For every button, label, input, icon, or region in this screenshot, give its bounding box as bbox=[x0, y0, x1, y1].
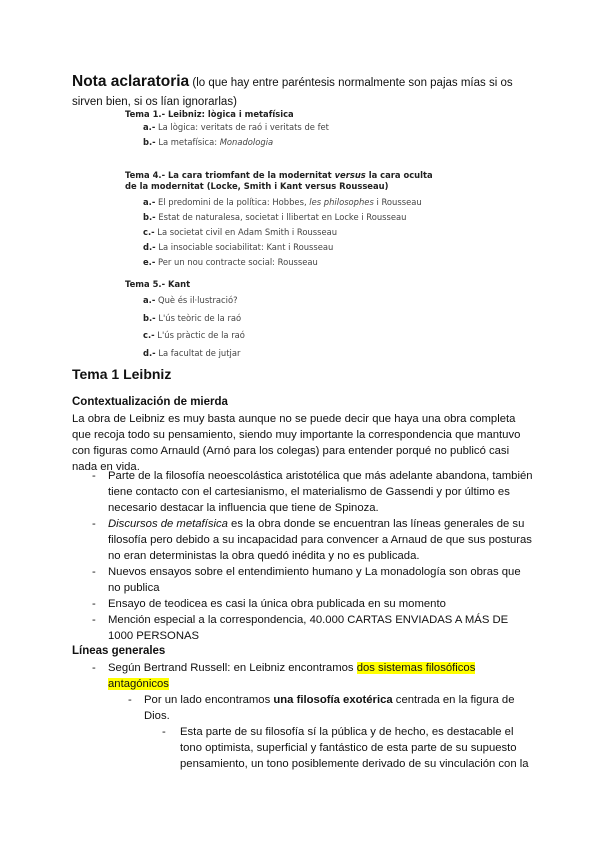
toc-item: c.- La societat civil en Adam Smith i Rousseau bbox=[143, 227, 338, 237]
toc-item: a.- La lògica: veritats de raó i veritats de fet bbox=[143, 122, 329, 132]
toc-item: d.- La facultat de jutjar bbox=[143, 347, 241, 358]
list-item: - Según Bertrand Russell: en Leibniz encontramos dos sistemas filosóficos antagónicos bbox=[92, 662, 476, 690]
list-item: - Parte de la filosofía neoescolástica aristotélica que más adelante abandona, también tiene contacto con el cartesianismo, el materialismo de Gassendi y por último es necesario destacar la influencia que tiene de Spinoza. bbox=[92, 470, 533, 514]
list-item: - Esta parte de su filosofía sí la pública y de hecho, es destacable el tono optimista, superficial y fantástico de esta parte de su supuesto pensamiento, un tono posiblemente derivado de su vinculación con la bbox=[162, 726, 529, 770]
toc-tema4-heading: Tema 4.- La cara triomfant de la modernitat versus la cara oculta bbox=[125, 170, 433, 180]
toc-tema4-heading-line2: de la modernitat (Locke, Smith i Kant versus Rousseau) bbox=[125, 181, 389, 191]
lineas-generales-list bbox=[72, 660, 534, 772]
list-item: - Discursos de metafísica es la obra donde se encuentran las líneas generales de su filosofía pero debido a su incapacidad para convencer a Arnaud de que sus posturas no eran deterministas la obra quedó inédita y no es publicada. bbox=[92, 518, 532, 562]
toc-tema5-heading: Tema 5.- Kant bbox=[125, 279, 191, 289]
toc-item: a.- El predomini de la política: Hobbes, les philosophes i Rousseau bbox=[143, 197, 422, 207]
contextualizacion-heading: Contextualización de mierda bbox=[72, 396, 228, 408]
toc-item: c.- L'ús pràctic de la raó bbox=[143, 330, 245, 340]
contextualizacion-paragraph: La obra de Leibniz es muy basta aunque no se puede decir que haya una obra completa que recoja todo su pensamiento, siendo muy importante la correspondencia que mantuvo con figuras como Arnauld (Arnó para los colegas) para entender porqué no publicó casi nada en vida. bbox=[72, 413, 521, 473]
toc-item: d.- La insociable sociabilitat: Kant i Rousseau bbox=[143, 242, 334, 252]
list-item: - Nuevos ensayos sobre el entendimiento humano y La monadología son obras que no publica bbox=[92, 566, 521, 594]
toc-item: b.- Estat de naturalesa, societat i llibertat en Locke i Rousseau bbox=[143, 212, 407, 222]
section-title: Tema 1 Leibniz bbox=[72, 366, 172, 382]
nota-aclaratoria bbox=[72, 72, 542, 112]
toc-item: e.- Per un nou contracte social: Rousseau bbox=[143, 257, 318, 267]
list-item: - Ensayo de teodicea es casi la única obra publicada en su momento bbox=[92, 598, 446, 610]
list-item: - Por un lado encontramos una filosofía exotérica centrada en la figura de Dios. bbox=[128, 694, 515, 722]
contextualizacion-list bbox=[72, 468, 534, 644]
toc-tema4 bbox=[125, 170, 433, 270]
nota-title: Nota aclaratoria bbox=[72, 73, 190, 90]
toc-tema1-heading: Tema 1.- Leibniz: lògica i metafísica bbox=[125, 109, 294, 119]
toc-tema1 bbox=[125, 109, 329, 150]
list-item: - Mención especial a la correspondencia, 40.000 CARTAS ENVIADAS A MÁS DE 1000 PERSONAS bbox=[92, 614, 509, 642]
nota-text: (lo que hay entre paréntesis normalmente son pajas mías si os sirven bien, si os lían ignorarlas) bbox=[72, 77, 513, 108]
lineas-generales-heading: Líneas generales bbox=[72, 645, 166, 657]
toc-item: b.- La metafísica: Monadologia bbox=[143, 137, 274, 147]
toc-item: b.- L'ús teòric de la raó bbox=[143, 312, 242, 323]
toc-tema5 bbox=[125, 279, 245, 362]
toc-item: a.- Què és il·lustració? bbox=[143, 295, 238, 305]
highlighted-text: dos sistemas filosóficos antagónicos bbox=[108, 662, 476, 690]
